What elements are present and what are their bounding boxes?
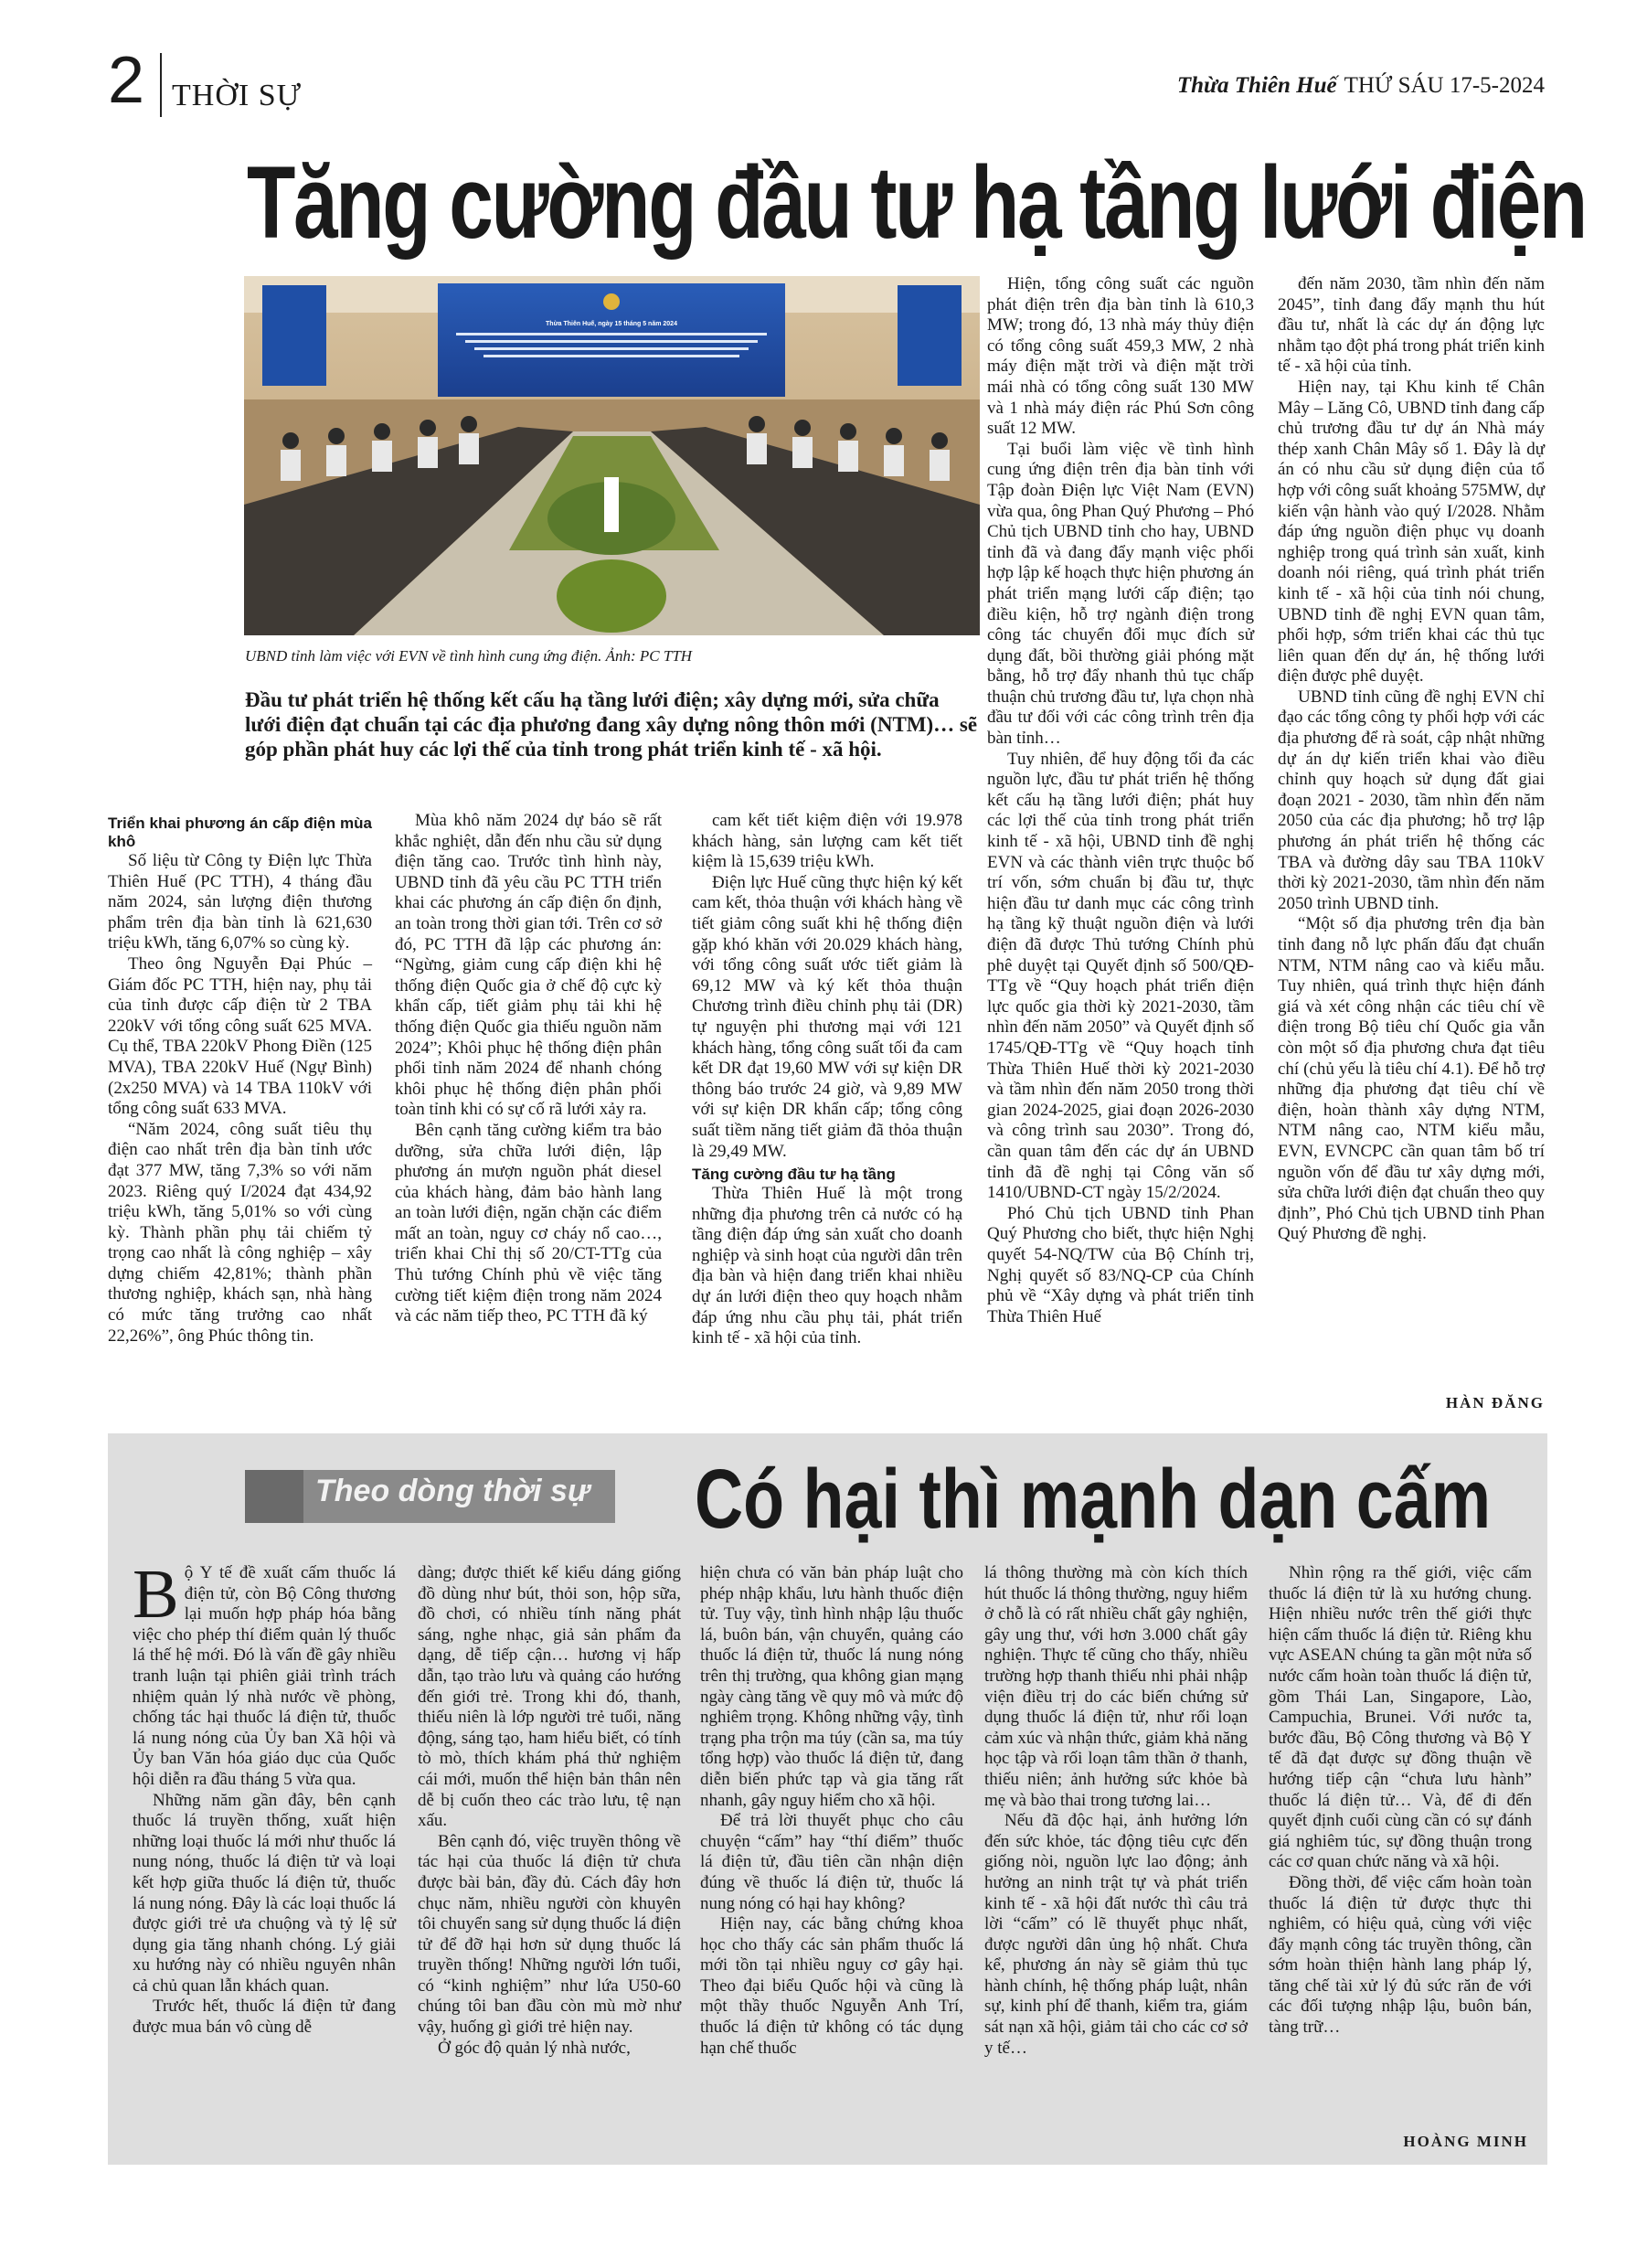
- screen-banner-text: Thừa Thiên Huế, ngày 15 tháng 5 năm 2024: [546, 321, 677, 327]
- paragraph: Những năm gần đây, bên cạnh thuốc lá truyền thống, xuất hiện những loại thuốc lá mới như thuốc lá nung nóng, thuốc lá điện tử và loại kết hợp giữa thuốc lá điện tử, thuốc lá nung nóng. Đây là các loại thuốc lá được giới trẻ ưa chuộng và tỷ lệ sử dụng gia tăng nhanh chóng. Lý giải xu hướng này có nhiều nguyên nhân cả chủ quan lẫn khách quan.: [133, 1790, 396, 1996]
- paragraph: hiện chưa có văn bản pháp luật cho phép nhập khẩu, lưu hành thuốc điện tử. Tuy vậy, tình hình nhập lậu thuốc lá, buôn bán, vận chuyển, quảng cáo thuốc lá điện tử, thuốc lá nung nóng trên thị trường, qua không gian mạng ngày càng tăng về quy mô và mức độ nghiêm trọng. Không những vậy, tình trạng pha trộn ma túy (cần sa, ma túy tổng hợp) vào thuốc lá điện tử, đang diễn biến phức tạp và gia tăng rất nhanh, gây nguy hiểm cho xã hội.: [700, 1563, 963, 1810]
- paragraph: dàng; được thiết kế kiểu dáng giống đồ dùng như bút, thỏi son, hộp sữa, đồ chơi, có nhiều tính năng phát sáng, nghe nhạc, giả sản phẩm đa dạng, dễ tiếp cận… hương vị hấp dẫn, tạo trào lưu và quảng cáo hướng đến giới trẻ. Trong khi đó, thanh, thiếu niên là lớp người trẻ tuổi, năng động, sáng tạo, ham hiểu biết, có tính tò mò, thích khám phá thử nghiệm cái mới, muốn thể hiện bản thân nên dễ bị cuốn theo các trào lưu, tệ nạn xấu.: [418, 1563, 681, 1831]
- article2-column-1: [133, 1556, 396, 2039]
- article1-column-5: [1278, 274, 1545, 1245]
- article2-byline: HOÀNG MINH: [1403, 2133, 1528, 2150]
- paragraph: cam kết tiết kiệm điện với 19.978 khách hàng, sản lượng cam kết tiết kiệm là 15,639 triệu kWh.: [692, 811, 962, 872]
- paragraph: Hiện nay, các bằng chứng khoa học cho thấy các sản phẩm thuốc lá mới tồn tại nhiều nguy cơ gây hại. Theo đại biểu Quốc hội và cũng là một thầy thuốc Nguyễn Anh Trí, thuốc lá điện tử không có tác dụng hạn chế thuốc: [700, 1914, 963, 2058]
- publication-name: Thừa Thiên Huế: [1176, 73, 1337, 98]
- paragraph: Điện lực Huế cũng thực hiện ký kết cam kết, thỏa thuận với khách hàng về tiết giảm công suất khi hệ thống điện gặp khó khăn với 20.029 khách hàng, với tổng công suất ước tiết giảm là 69,12 MW và ký kết thỏa thuận Chương trình điều chỉnh phụ tải (DR) tự nguyện phi thương mại với 121 khách hàng, tổng công suất tối đa cam kết DR đạt 19,60 MW với sự kiện DR thông báo trước 24 giờ, và 9,89 MW với sự kiện DR khẩn cấp; tổng công suất tiềm năng tiết giảm đã thỏa thuận là 29,49 MW.: [692, 872, 962, 1161]
- paragraph: đến năm 2030, tầm nhìn đến năm 2045”, tỉnh đang đẩy mạnh thu hút đầu tư, nhất là các dự án động lực nhằm tạo đột phá trong phát triển kinh tế - xã hội của tỉnh.: [1278, 274, 1545, 377]
- paragraph: Thừa Thiên Huế là một trong những địa phương trên cả nước có hạ tầng điện đáp ứng sản xuất cho doanh nghiệp và sinh hoạt của người dân trên địa bàn và hiện đang triển khai nhiều dự án lưới điện theo quy hoạch nhằm đáp ứng nhu cầu phụ tải, phát triển kinh tế - xã hội của tỉnh.: [692, 1184, 962, 1348]
- article1-column-3: [692, 811, 962, 1349]
- paragraph: Nhìn rộng ra thế giới, việc cấm thuốc lá điện tử là xu hướng chung. Hiện nhiều nước trên thế giới thực hiện cấm thuốc lá điện tử. Riêng khu vực ASEAN chúng ta gần một nửa số nước cấm hoàn toàn thuốc lá điện tử, gồm Thái Lan, Singapore, Lào, Campuchia, Brunei. Với nước ta, bước đầu, Bộ Công thương và Bộ Y tế đã đạt được sự đồng thuận về hướng tiếp cận “chưa lưu hành” thuốc lá điện tử… Và, để đi đến quyết định cuối cùng cần có sự đánh giá nghiêm túc, sự đồng thuận trong các cơ quan chức năng và xã hội.: [1269, 1563, 1532, 1872]
- paragraph: “Một số địa phương trên địa bàn tỉnh đang nỗ lực phấn đấu đạt chuẩn NTM, NTM nâng cao và kiểu mẫu. Tuy nhiên, quá trình thực hiện đánh giá và xét công nhận các tiêu chí về điện trong Bộ tiêu chí Quốc gia vẫn còn một số địa phương chưa đạt tiêu chí (chủ yếu là tiêu chí 4.1). Để hỗ trợ những địa phương đạt tiêu chí về điện, hoàn thành xây dựng NTM, NTM nâng cao, NTM kiểu mẫu, EVN, EVNCPC cần quan tâm bố trí nguồn vốn để đầu tư xây dựng mới, sửa chữa lưới điện đạt chuẩn theo quy định”, Phó Chủ tịch UBND tỉnh Phan Quý Phương đề nghị.: [1278, 914, 1545, 1244]
- article1-headline: Tăng cường đầu tư hạ tầng lưới điện: [247, 145, 1586, 260]
- subhead-investment: Tăng cường đầu tư hạ tầng: [692, 1166, 896, 1184]
- article1-column-2: [395, 811, 662, 1327]
- paragraph: “Năm 2024, công suất tiêu thụ điện cao nhất trên địa bàn tỉnh ước đạt 377 MW, tăng 7,3% so với năm 2023. Riêng quý I/2024 đạt 434,92 triệu kWh, tăng 5,01% so với cùng kỳ. Thành phần phụ tải chiếm tỷ trọng cao nhất là công nghiệp – xây dựng chiếm 42,81%; thành phần thương nghiệp, khách sạn, nhà hàng có mức tăng trưởng cao nhất 22,26%”, ông Phúc thông tin.: [108, 1119, 372, 1346]
- article1-lead: Đầu tư phát triển hệ thống kết cấu hạ tầng lưới điện; xây dựng mới, sửa chữa lưới điện đạt chuẩn tại các địa phương đang xây dựng nông thôn mới (NTM)… sẽ góp phần phát huy các lợi thế của tỉnh trong phát triển kinh tế - xã hội.: [245, 688, 978, 761]
- issue-date: THỨ SÁU 17-5-2024: [1344, 73, 1545, 98]
- article1-byline: HÀN ĐĂNG: [1445, 1394, 1545, 1411]
- article1-column-1: [108, 811, 372, 1347]
- subhead-supply-plan: Triển khai phương án cấp điện mùa khô: [108, 815, 372, 850]
- paragraph: Tuy nhiên, để huy động tối đa các nguồn lực, đầu tư phát triển hệ thống kết cấu hạ tầng lưới điện; phát huy các lợi thế của tỉnh trong phát triển kinh tế - xã hội, UBND tỉnh đề nghị EVN và các thành viên trực thuộc bố trí vốn, sớm chuẩn bị đầu tư, thực hiện đầu tư danh mục các công trình hạ tầng kỹ thuật nguồn điện và lưới điện đã được Thủ tướng Chính phủ phê duyệt tại Quyết định số 500/QĐ-TTg về “Quy hoạch phát triển điện lực quốc gia thời kỳ 2021-2030, tầm nhìn đến năm 2050” và Quyết định số 1745/QĐ-TTg về “Quy hoạch tỉnh Thừa Thiên Huế thời kỳ 2021-2030 và tầm nhìn đến năm 2050 trong thời gian 2024-2025, giai đoạn 2026-2030 và công trình sau 2030”. Trong đó, cần quan tâm đến các dự án UBND tỉnh đã đề nghị tại Công văn số 1410/UBND-CT ngày 15/2/2024.: [987, 749, 1254, 1203]
- paragraph-text: ộ Y tế đề xuất cấm thuốc lá điện tử, còn Bộ Công thương lại muốn hợp pháp hóa bằng việc cho phép thí điểm quản lý thuốc lá thế hệ mới. Đó là vấn đề gây nhiều tranh luận tại phiên giải trình trách nhiệm quản lý nhà nước về phòng, chống tác hại thuốc lá điện tử, thuốc lá nung nóng của Ủy ban Xã hội và Ủy ban Văn hóa giáo dục của Quốc hội diễn ra đầu tháng 5 vừa qua.: [133, 1563, 396, 1789]
- paragraph: Phó Chủ tịch UBND tỉnh Phan Quý Phương cho biết, thực hiện Nghị quyết 54-NQ/TW của Bộ Chính trị, Nghị quyết số 83/NQ-CP của Chính phủ về “Xây dựng và phát triển tỉnh Thừa Thiên Huế: [987, 1203, 1254, 1326]
- article2-column-5: [1269, 1563, 1532, 2039]
- photo-caption: UBND tỉnh làm việc với EVN về tình hình cung ứng điện. Ảnh: PC TTH: [245, 647, 693, 665]
- paragraph: Để trả lời thuyết phục cho câu chuyện “cấm” hay “thí điểm” thuốc lá điện tử, đầu tiên cần nhận diện đúng về thuốc lá điện tử, thuốc lá nung nóng có hại hay không?: [700, 1811, 963, 1913]
- section-tag-accent: [245, 1470, 303, 1523]
- header-publication-date: [1177, 73, 1545, 99]
- paragraph: Theo ông Nguyễn Đại Phúc – Giám đốc PC TTH, hiện nay, phụ tải của tỉnh được cấp điện từ 2 TBA 220kV với tổng công suất 625 MVA. Cụ thể, TBA 220kV Phong Điền (125 MVA), TBA 220kV Huế (Ngự Bình) (2x250 MVA) và 14 TBA 110kV với tổng công suất 633 MVA.: [108, 953, 372, 1119]
- article2-column-3: [700, 1563, 963, 2059]
- paragraph: Bên cạnh tăng cường kiểm tra bảo dưỡng, sửa chữa lưới điện, lập phương án mượn nguồn phát diesel của khách hàng, đảm bảo hành lang an toàn lưới điện, ngăn chặn các điểm mất an toàn, nguy cơ cháy nổ cao…, triển khai Chỉ thị số 20/CT-TTg của Thủ tướng Chính phủ về việc tăng cường tiết kiệm điện trong năm 2024 và các năm tiếp theo, PC TTH đã ký: [395, 1120, 662, 1326]
- paragraph: Hiện nay, tại Khu kinh tế Chân Mây – Lăng Cô, UBND tỉnh đang cấp chủ trương đầu tư dự án Nhà máy thép xanh Chân Mây số 1. Đây là dự án có nhu cầu sử dụng điện của tổ hợp với công suất khoảng 575MW, dự kiến vận hành vào quý I/2028. Nhằm đáp ứng nguồn điện phục vụ doanh nghiệp trong quá trình sản xuất, kinh doanh nói riêng, quá trình phát triển kinh tế - xã hội của tỉnh nói chung, UBND tỉnh đề nghị EVN quan tâm, phối hợp, sớm triển khai các thủ tục liên quan đến dự án, hệ thống lưới điện được phê duyệt.: [1278, 377, 1545, 687]
- article2-headline: Có hại thì mạnh dạn cấm: [695, 1453, 1492, 1546]
- paragraph: Tại buổi làm việc về tình hình cung ứng điện trên địa bàn tỉnh với Tập đoàn Điện lực Việt Nam (EVN) vừa qua, ông Phan Quý Phương – Phó Chủ tịch UBND tỉnh cho hay, UBND tỉnh đã và đang đẩy mạnh việc phối hợp lập kế hoạch thực hiện phương án phát triển mạng lưới cấp điện; tạo điều kiện, hỗ trợ ngành điện trong công tác chuyển đổi mục đích sử dụng đất, bồi thường giải phóng mặt bằng, hỗ trợ đẩy nhanh thủ tục chấp thuận chủ trương đầu tư, lựa chọn nhà đầu tư đối với các công trình trên địa bàn tỉnh…: [987, 439, 1254, 749]
- paragraph: Ở góc độ quản lý nhà nước,: [438, 2038, 631, 2058]
- paragraph: Trước hết, thuốc lá điện tử đang được mua bán vô cùng dễ: [133, 1996, 396, 2038]
- paragraph: lá thông thường mà còn kích thích hút thuốc lá thông thường, nguy hiểm ở chỗ là có rất nhiều chất gây nghiện, gây ung thư, với hơn 3.000 chất gây nghiện. Thực tế cũng cho thấy, nhiều trường hợp thanh thiếu nhi phải nhập viện điều trị do các biến chứng sử dụng thuốc lá điện tử, như rối loạn cảm xúc và nhận thức, giảm khả năng học tập và rối loạn tâm thần ở thanh, thiếu niên; ảnh hưởng sức khỏe bà mẹ và bào thai trong tương lai…: [984, 1563, 1248, 1810]
- paragraph: UBND tỉnh cũng đề nghị EVN chỉ đạo các tổng công ty phối hợp với các địa phương để rà soát, cập nhật những dự án dự kiến triển khai vào điều chỉnh quy hoạch sử dụng đất giai đoạn 2021 - 2030, tầm nhìn đến năm 2050 của các địa phương; hỗ trợ lập phương án phát triển hệ thống các TBA và đường dây sau TBA 110kV thời kỳ 2021-2030, tầm nhìn đến năm 2050 trình UBND tỉnh.: [1278, 687, 1545, 913]
- section-name: THỜI SỰ: [172, 79, 302, 112]
- paragraph: Nếu đã độc hại, ảnh hưởng lớn đến sức khỏe, tác động tiêu cực đến giống nòi, nguồn lực lao động; ảnh hưởng an ninh trật tự và phát triển kinh tế - xã hội đất nước thì câu trả lời “cấm” có lẽ thuyết phục nhất, được người dân ủng hộ nhất. Chưa kể, phương án này sẽ giảm thủ tục hành chính, hệ thống pháp luật, nhân sự, kinh phí để thanh, kiểm tra, giám sát nạn xã hội, giảm tải cho các cơ sở y tế…: [984, 1811, 1248, 2058]
- meeting-room-illustration: [244, 276, 980, 635]
- page-number: 2: [108, 44, 145, 117]
- paragraph: Số liệu từ Công ty Điện lực Thừa Thiên Huế (PC TTH), 4 tháng đầu năm 2024, sản lượng điện thương phẩm trên địa bàn tỉnh là 621,630 triệu kWh, tăng 6,07% so cùng kỳ.: [108, 851, 372, 953]
- header-divider: [160, 53, 162, 117]
- drop-cap: B: [133, 1556, 179, 1633]
- paragraph: Bên cạnh đó, việc truyền thông về tác hại của thuốc lá điện tử chưa được bài bản, đầy đủ. Cách đây hơn chục năm, nhiều người còn khuyên tôi chuyển sang sử dụng thuốc lá điện tử để đỡ hại hơn sử dụng thuốc lá truyền thống! Những người lớn tuổi, có “kinh nghiệm” như lứa U50-60 chúng tôi ban đầu còn mù mờ như vậy, huống gì giới trẻ hiện nay.: [418, 1831, 681, 2038]
- paragraph: Đồng thời, để việc cấm hoàn toàn thuốc lá điện tử được thực thi nghiêm, có hiệu quả, cùng với việc đẩy mạnh công tác truyền thông, cần sớm hoàn thiện hành lang pháp lý, tăng chế tài xử lý đủ sức răn đe với các đối tượng nhập lậu, buôn bán, tàng trữ…: [1269, 1872, 1532, 2038]
- paragraph: Hiện, tổng công suất các nguồn phát điện trên địa bàn tỉnh là 610,3 MW; trong đó, 13 nhà máy thủy điện có tổng công suất 459,3 MW, 2 nhà máy điện mặt trời và điện mặt trời mái nhà có tổng công suất 130 MW và 1 nhà máy điện rác Phú Sơn công suất 12 MW.: [987, 274, 1254, 439]
- article2-column-4: [984, 1563, 1248, 2059]
- section-tag-label: Theo dòng thời sự: [315, 1474, 590, 1508]
- paragraph: Mùa khô năm 2024 dự báo sẽ rất khắc nghiệt, dẫn đến nhu cầu sử dụng điện tăng cao. Trước tình hình này, UBND tỉnh đã yêu cầu PC TTH triển khai các phương án cấp điện ổn định, an toàn trong thời gian tới. Trên cơ sở đó, PC TTH đã lập các phương án: “Ngừng, giảm cung cấp điện khi hệ thống điện Quốc gia ở chế độ cực kỳ khẩn cấp, tiết giảm phụ tải khi hệ thống điện Quốc gia thiếu nguồn năm 2024”; Khôi phục hệ thống điện phân phối tỉnh năm 2024 để nhanh chóng khôi phục hệ thống điện phân phối toàn tỉnh khi có sự cố rã lưới xảy ra.: [395, 811, 662, 1120]
- paragraph: [133, 1556, 396, 1791]
- article2-column-2: [418, 1563, 681, 2059]
- article1-column-4: [987, 274, 1254, 1327]
- article1-photo: [244, 276, 980, 635]
